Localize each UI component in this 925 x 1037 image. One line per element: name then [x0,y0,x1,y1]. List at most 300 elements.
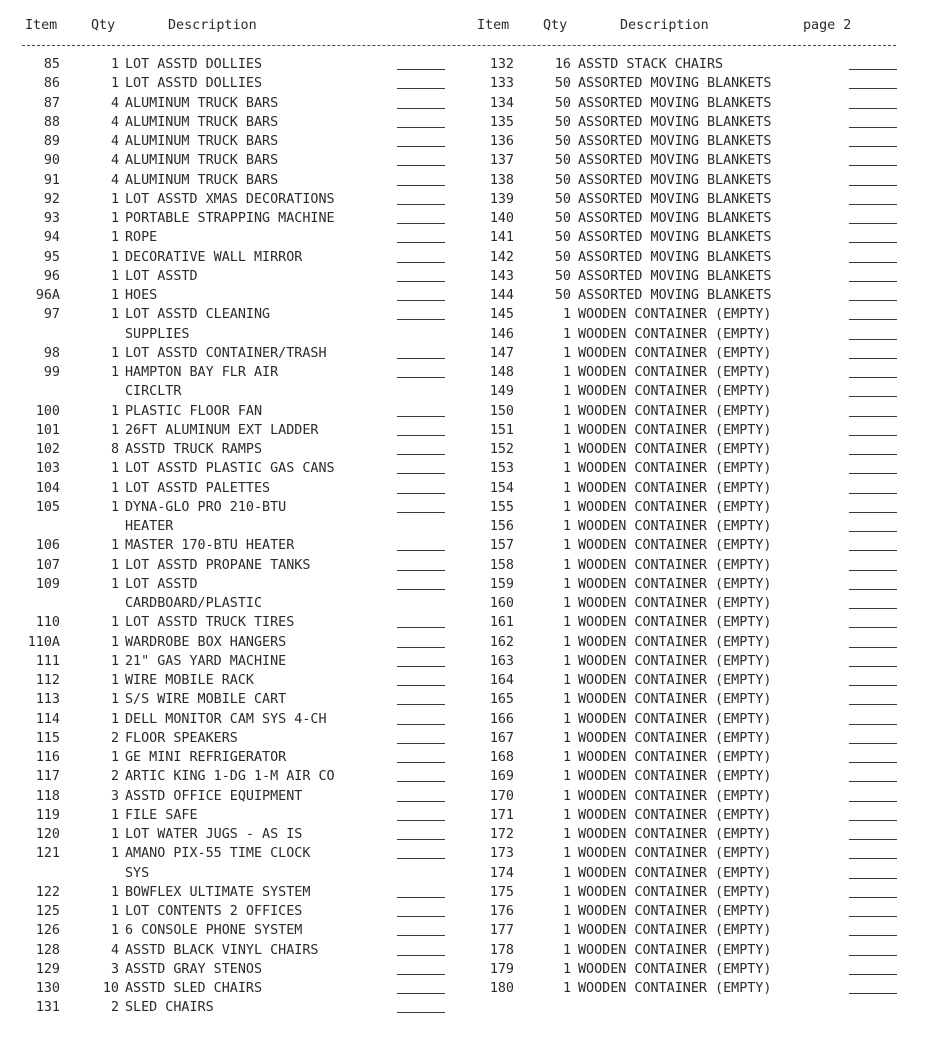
item-description: ASSTD GRAY STENOS [125,961,263,977]
item-number: 149 [489,384,514,400]
item-number: 95 [43,249,60,265]
item-quantity: 2 [110,769,119,785]
item-number: 94 [43,230,60,246]
item-quantity: 1 [562,923,571,939]
item-quantity: 50 [554,95,571,111]
item-description: WARDROBE BOX HANGERS [125,634,287,650]
item-quantity: 50 [554,249,571,265]
item-description: ASSTD STACK CHAIRS [578,57,724,72]
signature-blank-line [849,627,897,628]
signature-blank-line [397,319,445,320]
item-quantity: 50 [554,288,571,303]
item-description: ASSORTED MOVING BLANKETS [578,211,772,226]
item-description: GE MINI REFRIGERATOR [125,750,287,765]
item-quantity: 1 [562,904,571,919]
header-description-left: Description [168,18,257,33]
item-description: WOODEN CONTAINER (EMPTY) [578,673,772,688]
signature-blank-line [849,127,897,128]
item-description: LOT ASSTD XMAS DECORATIONS [125,191,335,207]
item-quantity: 1 [110,807,119,823]
item-quantity: 1 [562,461,571,477]
header-description-right: Description [620,18,709,33]
item-description: WOODEN CONTAINER (EMPTY) [578,422,772,438]
signature-blank-line [397,242,445,243]
item-number: 152 [489,442,514,457]
item-quantity: 10 [102,981,119,996]
signature-blank-line [849,358,897,359]
item-description: PLASTIC FLOOR FAN [125,403,263,419]
signature-blank-line [849,781,897,782]
item-description: WOODEN CONTAINER (EMPTY) [578,730,772,746]
signature-blank-line [849,493,897,494]
item-number: 90 [43,153,60,169]
item-quantity: 1 [110,365,119,380]
item-number: 161 [489,615,514,631]
item-description: S/S WIRE MOBILE CART [125,692,287,708]
item-quantity: 1 [110,750,119,765]
item-quantity: 1 [562,480,571,496]
item-number: 172 [489,827,514,842]
item-description: WOODEN CONTAINER (EMPTY) [578,788,772,804]
item-description: CIRCLTR [125,384,182,400]
item-number: 111 [35,653,60,669]
item-description: LOT ASSTD PLASTIC GAS CANS [125,461,335,477]
signature-blank-line [397,127,445,128]
item-number: 114 [35,711,60,727]
item-number: 112 [35,673,60,688]
item-quantity: 1 [110,827,119,842]
item-number: 176 [489,904,514,919]
signature-blank-line [849,993,897,994]
item-description: PORTABLE STRAPPING MACHINE [125,211,335,226]
signature-blank-line [849,974,897,975]
item-quantity: 4 [110,114,119,130]
item-quantity: 1 [562,557,571,573]
item-number: 109 [35,576,60,592]
item-description: ALUMINUM TRUCK BARS [125,172,279,188]
signature-blank-line [397,724,445,725]
item-number: 126 [35,923,60,939]
signature-blank-line [397,935,445,936]
item-quantity: 8 [110,442,119,457]
item-description: ASSORTED MOVING BLANKETS [578,153,772,169]
item-description: WOODEN CONTAINER (EMPTY) [578,499,772,515]
item-quantity: 1 [562,499,571,515]
item-quantity: 1 [110,634,119,650]
item-quantity: 1 [562,884,571,900]
item-description: WOODEN CONTAINER (EMPTY) [578,692,772,708]
item-number: 104 [35,480,60,496]
item-quantity: 1 [110,576,119,592]
item-quantity: 50 [554,134,571,149]
item-number: 128 [35,942,60,958]
item-description: ALUMINUM TRUCK BARS [125,95,279,111]
item-description: LOT ASSTD CONTAINER/TRASH [125,345,327,361]
item-number: 157 [489,538,514,554]
item-number: 148 [489,365,514,380]
item-description: ASSORTED MOVING BLANKETS [578,268,772,284]
item-quantity: 1 [562,750,571,765]
item-quantity: 4 [110,95,119,111]
signature-blank-line [849,377,897,378]
item-description: WOODEN CONTAINER (EMPTY) [578,807,772,823]
item-number: 140 [489,211,514,226]
signature-blank-line [397,627,445,628]
item-quantity: 1 [562,615,571,631]
item-number: 144 [489,288,514,303]
item-number: 116 [35,750,60,765]
item-description: ASSTD TRUCK RAMPS [125,442,263,457]
item-quantity: 1 [562,576,571,592]
item-description: LOT ASSTD [125,576,198,592]
item-quantity: 4 [110,153,119,169]
item-quantity: 1 [110,557,119,573]
item-description: WOODEN CONTAINER (EMPTY) [578,480,772,496]
page-number: page 2 [803,18,852,33]
item-number: 164 [489,673,514,688]
item-quantity: 1 [562,827,571,842]
item-number: 170 [489,788,514,804]
item-number: 168 [489,750,514,765]
item-number: 118 [35,788,60,804]
item-description: WOODEN CONTAINER (EMPTY) [578,538,772,554]
signature-blank-line [397,165,445,166]
item-number: 92 [43,191,60,207]
signature-blank-line [849,396,897,397]
item-quantity: 1 [562,326,571,342]
signature-blank-line [849,801,897,802]
item-quantity: 1 [110,288,119,303]
item-number: 125 [35,904,60,919]
item-number: 174 [489,865,514,881]
item-number: 142 [489,249,514,265]
item-number: 178 [489,942,514,958]
item-description: LOT ASSTD [125,268,198,284]
item-quantity: 2 [110,730,119,746]
item-quantity: 1 [562,673,571,688]
signature-blank-line [849,69,897,70]
item-number: 96A [35,288,60,303]
signature-blank-line [397,223,445,224]
item-description: WOODEN CONTAINER (EMPTY) [578,827,772,842]
item-quantity: 1 [562,634,571,650]
item-number: 153 [489,461,514,477]
signature-blank-line [397,762,445,763]
item-number: 115 [35,730,60,746]
item-quantity: 16 [554,57,571,72]
item-number: 180 [489,981,514,996]
signature-blank-line [849,473,897,474]
item-description: 26FT ALUMINUM EXT LADDER [125,422,319,438]
signature-blank-line [849,416,897,417]
item-number: 119 [35,807,60,823]
signature-blank-line [397,820,445,821]
item-number: 177 [489,923,514,939]
signature-blank-line [397,743,445,744]
item-quantity: 1 [562,865,571,881]
item-description: LOT WATER JUGS - AS IS [125,827,303,842]
item-quantity: 1 [110,191,119,207]
item-number: 169 [489,769,514,785]
item-number: 163 [489,653,514,669]
signature-blank-line [849,223,897,224]
item-description: WOODEN CONTAINER (EMPTY) [578,365,772,380]
item-number: 97 [43,307,60,323]
signature-blank-line [397,358,445,359]
item-quantity: 1 [110,711,119,727]
item-description: DELL MONITOR CAM SYS 4-CH [125,711,327,727]
item-description: SUPPLIES [125,326,190,342]
item-number: 85 [43,57,60,72]
item-description: WOODEN CONTAINER (EMPTY) [578,442,772,457]
signature-blank-line [849,820,897,821]
item-description: SLED CHAIRS [125,1000,214,1016]
signature-blank-line [397,666,445,667]
signature-blank-line [397,69,445,70]
item-number: 117 [35,769,60,785]
item-description: WOODEN CONTAINER (EMPTY) [578,519,772,534]
signature-blank-line [849,185,897,186]
item-description: ASSORTED MOVING BLANKETS [578,172,772,188]
item-description: WOODEN CONTAINER (EMPTY) [578,403,772,419]
signature-blank-line [849,550,897,551]
item-description: WOODEN CONTAINER (EMPTY) [578,307,772,323]
item-quantity: 50 [554,114,571,130]
item-quantity: 1 [110,403,119,419]
signature-blank-line [397,801,445,802]
item-number: 122 [35,884,60,900]
item-quantity: 1 [562,422,571,438]
signature-blank-line [849,108,897,109]
item-quantity: 1 [562,730,571,746]
item-number: 91 [43,172,60,188]
item-number: 162 [489,634,514,650]
signature-blank-line [397,300,445,301]
item-description: WOODEN CONTAINER (EMPTY) [578,634,772,650]
item-number: 141 [489,230,514,246]
item-description: ASSORTED MOVING BLANKETS [578,95,772,111]
item-quantity: 1 [110,249,119,265]
item-number: 151 [489,422,514,438]
signature-blank-line [397,493,445,494]
item-description: ASSTD SLED CHAIRS [125,981,263,996]
item-description: ASSORTED MOVING BLANKETS [578,114,772,130]
item-description: ASSTD BLACK VINYL CHAIRS [125,942,319,958]
item-quantity: 4 [110,172,119,188]
item-quantity: 50 [554,268,571,284]
signature-blank-line [849,762,897,763]
item-quantity: 1 [562,442,571,457]
item-description: WOODEN CONTAINER (EMPTY) [578,884,772,900]
item-quantity: 1 [562,711,571,727]
item-quantity: 1 [562,981,571,996]
item-description: LOT CONTENTS 2 OFFICES [125,904,303,919]
item-number: 171 [489,807,514,823]
signature-blank-line [849,339,897,340]
signature-blank-line [397,146,445,147]
item-number: 102 [35,442,60,457]
signature-blank-line [397,204,445,205]
signature-blank-line [397,416,445,417]
item-description: WIRE MOBILE RACK [125,673,254,688]
item-quantity: 1 [562,403,571,419]
item-description: HEATER [125,519,174,534]
item-number: 96 [43,268,60,284]
item-description: AMANO PIX-55 TIME CLOCK [125,846,311,862]
signature-blank-line [849,897,897,898]
header-qty-left: Qty [91,18,116,33]
item-quantity: 1 [562,769,571,785]
item-description: WOODEN CONTAINER (EMPTY) [578,596,772,611]
signature-blank-line [397,955,445,956]
item-description: LOT ASSTD DOLLIES [125,76,263,92]
item-number: 155 [489,499,514,515]
item-description: WOODEN CONTAINER (EMPTY) [578,961,772,977]
signature-blank-line [849,858,897,859]
item-quantity: 1 [110,422,119,438]
item-quantity: 1 [562,538,571,554]
signature-blank-line [397,993,445,994]
item-quantity: 1 [110,307,119,323]
signature-blank-line [849,704,897,705]
item-quantity: 50 [554,230,571,246]
item-number: 150 [489,403,514,419]
item-quantity: 1 [110,653,119,669]
signature-blank-line [849,743,897,744]
item-number: 131 [35,1000,60,1016]
item-quantity: 50 [554,76,571,92]
item-description: DYNA-GLO PRO 210-BTU [125,499,287,515]
signature-blank-line [849,685,897,686]
signature-blank-line [849,281,897,282]
item-number: 121 [35,846,60,862]
signature-blank-line [397,262,445,263]
signature-blank-line [397,704,445,705]
item-number: 145 [489,307,514,323]
item-number: 105 [35,499,60,515]
item-description: MASTER 170-BTU HEATER [125,538,295,554]
signature-blank-line [849,262,897,263]
item-quantity: 1 [110,673,119,688]
item-description: LOT ASSTD TRUCK TIRES [125,615,295,631]
item-quantity: 50 [554,211,571,226]
item-description: DECORATIVE WALL MIRROR [125,249,303,265]
item-description: WOODEN CONTAINER (EMPTY) [578,576,772,592]
item-quantity: 1 [110,884,119,900]
item-quantity: 1 [110,268,119,284]
signature-blank-line [397,108,445,109]
item-description: LOT ASSTD CLEANING [125,307,271,323]
signature-blank-line [397,473,445,474]
signature-blank-line [849,512,897,513]
signature-blank-line [849,839,897,840]
item-number: 89 [43,134,60,149]
item-description: ASSORTED MOVING BLANKETS [578,288,772,303]
item-quantity: 1 [110,615,119,631]
signature-blank-line [397,974,445,975]
item-description: WOODEN CONTAINER (EMPTY) [578,750,772,765]
item-description: ASSORTED MOVING BLANKETS [578,134,772,149]
item-description: WOODEN CONTAINER (EMPTY) [578,981,772,996]
item-number: 156 [489,519,514,534]
item-number: 129 [35,961,60,977]
signature-blank-line [849,435,897,436]
item-number: 88 [43,114,60,130]
item-number: 120 [35,827,60,842]
signature-blank-line [849,570,897,571]
item-description: ROPE [125,230,158,246]
signature-blank-line [397,781,445,782]
item-quantity: 1 [110,904,119,919]
item-description: HOES [125,288,158,303]
item-quantity: 1 [110,538,119,554]
item-number: 110A [27,634,60,650]
item-quantity: 1 [562,365,571,380]
item-quantity: 1 [110,499,119,515]
item-description: ASSORTED MOVING BLANKETS [578,230,772,246]
item-number: 179 [489,961,514,977]
header-item-left: Item [25,18,58,33]
item-quantity: 1 [110,345,119,361]
signature-blank-line [397,88,445,89]
item-description: WOODEN CONTAINER (EMPTY) [578,865,772,881]
item-number: 87 [43,95,60,111]
signature-blank-line [397,858,445,859]
item-description: 21" GAS YARD MACHINE [125,653,287,669]
item-quantity: 1 [562,596,571,611]
item-number: 143 [489,268,514,284]
signature-blank-line [849,146,897,147]
item-description: WOODEN CONTAINER (EMPTY) [578,923,772,939]
item-quantity: 3 [110,788,119,804]
item-quantity: 1 [562,692,571,708]
item-quantity: 1 [110,846,119,862]
signature-blank-line [849,589,897,590]
item-number: 133 [489,76,514,92]
item-description: WOODEN CONTAINER (EMPTY) [578,711,772,727]
item-quantity: 1 [562,307,571,323]
item-quantity: 50 [554,172,571,188]
item-description: ASSTD OFFICE EQUIPMENT [125,788,303,804]
item-quantity: 1 [110,230,119,246]
item-quantity: 1 [110,923,119,939]
signature-blank-line [397,454,445,455]
item-description: LOT ASSTD PROPANE TANKS [125,557,311,573]
item-number: 154 [489,480,514,496]
header-item-right: Item [477,18,510,33]
item-number: 107 [35,557,60,573]
item-quantity: 1 [562,519,571,534]
signature-blank-line [849,935,897,936]
signature-blank-line [397,570,445,571]
item-quantity: 1 [110,461,119,477]
item-quantity: 2 [110,1000,119,1016]
item-description: WOODEN CONTAINER (EMPTY) [578,769,772,785]
signature-blank-line [849,878,897,879]
item-number: 103 [35,461,60,477]
item-quantity: 1 [110,692,119,708]
item-quantity: 1 [562,807,571,823]
item-description: LOT ASSTD PALETTES [125,480,271,496]
item-description: LOT ASSTD DOLLIES [125,57,263,72]
item-number: 136 [489,134,514,149]
signature-blank-line [849,666,897,667]
item-quantity: 50 [554,191,571,207]
item-number: 167 [489,730,514,746]
signature-blank-line [397,1012,445,1013]
item-number: 98 [43,345,60,361]
item-description: WOODEN CONTAINER (EMPTY) [578,942,772,958]
